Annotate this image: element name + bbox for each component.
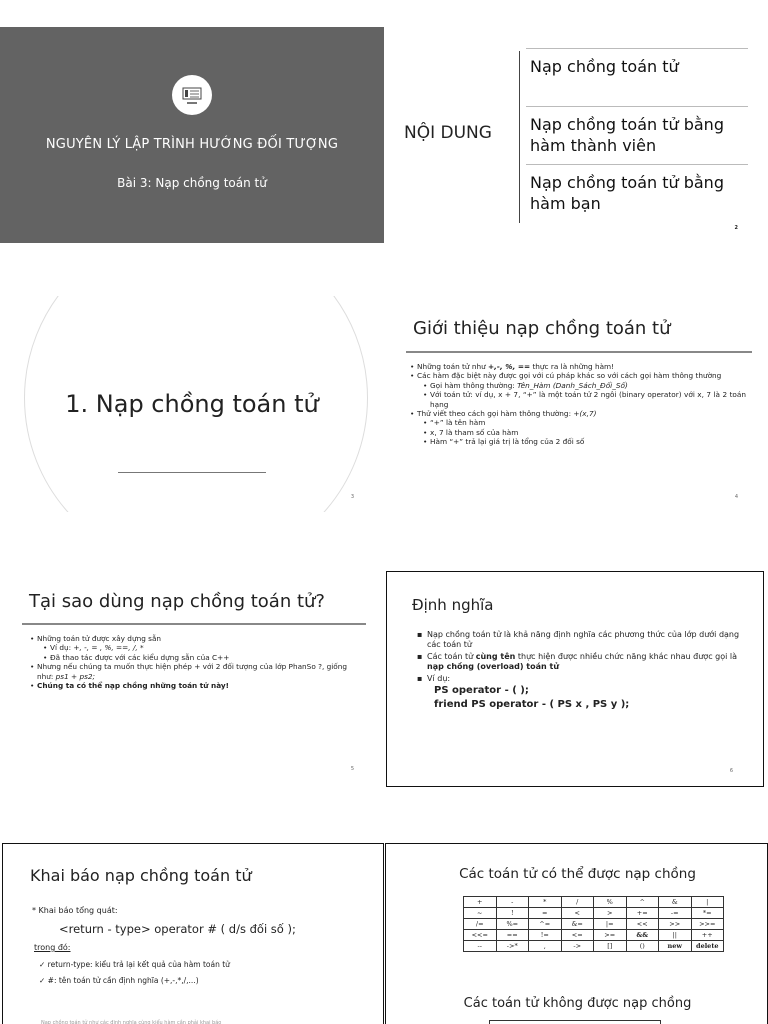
bullet-list	[30, 634, 360, 690]
table-cell: ||	[659, 930, 692, 941]
declaration-syntax: <return - type> operator # ( d/s đối số );	[59, 922, 296, 936]
table-row	[464, 941, 724, 952]
list-item: • Chúng ta có thể nạp chồng những toán tử này!	[30, 681, 360, 690]
table-cell: &=	[561, 919, 594, 930]
slide-contents[interactable]	[384, 27, 768, 243]
table-cell: >	[594, 908, 627, 919]
contents-item-2	[530, 110, 748, 156]
slide-section[interactable]	[0, 296, 384, 512]
table-row	[464, 919, 724, 930]
slide-heading: Khai báo nạp chồng toán tử	[30, 866, 252, 885]
slide-heading: Định nghĩa	[412, 596, 494, 614]
table-cell: /=	[464, 919, 497, 930]
table-cell: delete	[691, 941, 724, 952]
where-label: trong đó:	[34, 943, 71, 952]
non-overloadable-heading: Các toán tử không được nạp chồng	[463, 996, 692, 1011]
contents-item-label: Nạp chồng toán tử bằng hàm thành viên	[530, 115, 724, 155]
contents-item-label: Nạp chồng toán tử bằng hàm bạn	[530, 173, 724, 213]
table-cell: ->*	[496, 941, 529, 952]
table-cell: ->	[561, 941, 594, 952]
slide-why-overload[interactable]	[0, 568, 384, 784]
list-item: ✓ return-type: kiểu trả lại kết quả của hàm toán tử	[39, 960, 230, 969]
list-item: • Các hàm đặc biệt này được gọi với cú pháp khác so với cách gọi hàm thông thường	[410, 371, 746, 380]
table-cell: >>	[659, 919, 692, 930]
table-cell: >=	[594, 930, 627, 941]
list-item: • Nhưng nếu chúng ta muốn thực hiện phép + với 2 đối tượng của lớp PhanSo ?, giống như: ps1 + ps2;	[30, 662, 360, 681]
table-cell: ()	[626, 941, 659, 952]
table-row	[464, 930, 724, 941]
slide-definition[interactable]	[386, 571, 764, 787]
table-cell: ^	[626, 897, 659, 908]
list-item: • Ví dụ: +, -, = , %, ==, /, *	[30, 643, 360, 652]
table-cell: |	[691, 897, 724, 908]
table-cell: --	[464, 941, 497, 952]
divider	[22, 623, 366, 625]
slide-heading: Giới thiệu nạp chồng toán tử	[413, 318, 671, 339]
contents-item-label: Nạp chồng toán tử	[530, 57, 679, 76]
table-cell: =	[529, 908, 562, 919]
divider	[118, 472, 266, 473]
table-cell: []	[594, 941, 627, 952]
table-cell: >>=	[691, 919, 724, 930]
lesson-subtitle: Bài 3: Nạp chồng toán tử	[117, 176, 267, 190]
code-line: PS operator - ( );	[434, 685, 529, 696]
divider	[406, 351, 752, 353]
contents-item-3	[530, 168, 748, 214]
list-item: ✓ #: tên toán tử cần định nghĩa (+,-,*,/,...)	[39, 976, 199, 985]
list-item: • Những toán tử như +,-, %, == thực ra là những hàm!	[410, 362, 746, 371]
table-cell: /	[561, 897, 594, 908]
table-cell: -=	[659, 908, 692, 919]
slide-title[interactable]	[0, 27, 384, 243]
list-item: • Gọi hàm thông thường: Tên_Hàm (Danh_Sách_Đối_Số)	[410, 381, 746, 390]
list-item: ▪ Ví dụ:	[417, 674, 747, 684]
divider	[526, 106, 748, 107]
slide-heading: Các toán tử có thể được nạp chồng	[459, 866, 696, 882]
divider	[526, 48, 748, 49]
table-cell: +=	[626, 908, 659, 919]
page-number: 6	[729, 768, 733, 774]
non-overloadable-table	[489, 1020, 661, 1024]
faded-note: Nạp chồng toán tử như các định nghĩa cùng kiểu hàm cần phải khai báo	[41, 1020, 222, 1024]
page-number: 3	[350, 494, 354, 500]
contents-heading: NỘI DUNG	[404, 123, 492, 143]
slide-declaration[interactable]	[2, 843, 384, 1024]
list-item: • Thử viết theo cách gọi hàm thông thường: +(x,7)	[410, 409, 746, 418]
table-cell: *=	[691, 908, 724, 919]
university-logo-icon	[172, 75, 212, 115]
table-cell: <<	[626, 919, 659, 930]
page-number: 4	[734, 494, 738, 500]
table-cell: +	[464, 897, 497, 908]
table-cell: <=	[561, 930, 594, 941]
contents-item-1	[530, 52, 748, 77]
divider	[519, 51, 520, 223]
divider	[526, 164, 748, 165]
table-cell: *	[529, 897, 562, 908]
general-declaration-label: * Khai báo tổng quát:	[32, 906, 118, 915]
table-cell: <<=	[464, 930, 497, 941]
table-cell: |=	[594, 919, 627, 930]
table-cell: ~	[464, 908, 497, 919]
table-cell: &&	[626, 930, 659, 941]
list-item: • Đã thao tác được với các kiểu dựng sẵn của C++	[30, 653, 360, 662]
code-line: friend PS operator - ( PS x , PS y );	[434, 699, 630, 710]
table-cell: ++	[691, 930, 724, 941]
list-item: ▪ Các toán tử cùng tên thực hiện được nhiều chức năng khác nhau được gọi là nạp chồng (overload) toán tử	[417, 652, 747, 672]
list-item: • Những toán tử được xây dựng sẵn	[30, 634, 360, 643]
table-cell: <	[561, 908, 594, 919]
table-cell: -	[496, 897, 529, 908]
page-number: 5	[350, 766, 354, 772]
bullet-list	[410, 362, 746, 447]
table-cell: ==	[496, 930, 529, 941]
table-cell: !=	[529, 930, 562, 941]
table-cell: ,	[529, 941, 562, 952]
table-cell: %	[594, 897, 627, 908]
list-item: • Với toán tử: ví dụ, x + 7, “+” là một toán tử 2 ngôi (binary operator) với x, 7 là 2 toán hạng	[410, 390, 746, 409]
operator-table	[463, 896, 724, 952]
table-row	[464, 897, 724, 908]
slide-introduction[interactable]	[384, 296, 768, 512]
list-item: • Hàm “+” trả lại giá trị là tổng của 2 đối số	[410, 437, 746, 446]
slide-overloadable-operators[interactable]	[385, 843, 768, 1024]
section-title: 1. Nạp chồng toán tử	[65, 390, 319, 418]
page-number: 2	[734, 225, 738, 231]
table-cell: !	[496, 908, 529, 919]
table-cell: ^=	[529, 919, 562, 930]
table-row	[464, 908, 724, 919]
slide-heading: Tại sao dùng nạp chồng toán tử?	[29, 591, 325, 612]
course-title: NGUYÊN LÝ LẬP TRÌNH HƯỚNG ĐỐI TƯỢNG	[45, 137, 339, 152]
list-item: • “+” là tên hàm	[410, 418, 746, 427]
list-item: ▪ Nạp chồng toán tử là khả năng định nghĩa các phương thức của lớp dưới dạng các toán tử	[417, 630, 747, 650]
bullet-list	[417, 630, 747, 712]
table-cell: %=	[496, 919, 529, 930]
list-item: • x, 7 là tham số của hàm	[410, 428, 746, 437]
table-cell: new	[659, 941, 692, 952]
table-cell: &	[659, 897, 692, 908]
